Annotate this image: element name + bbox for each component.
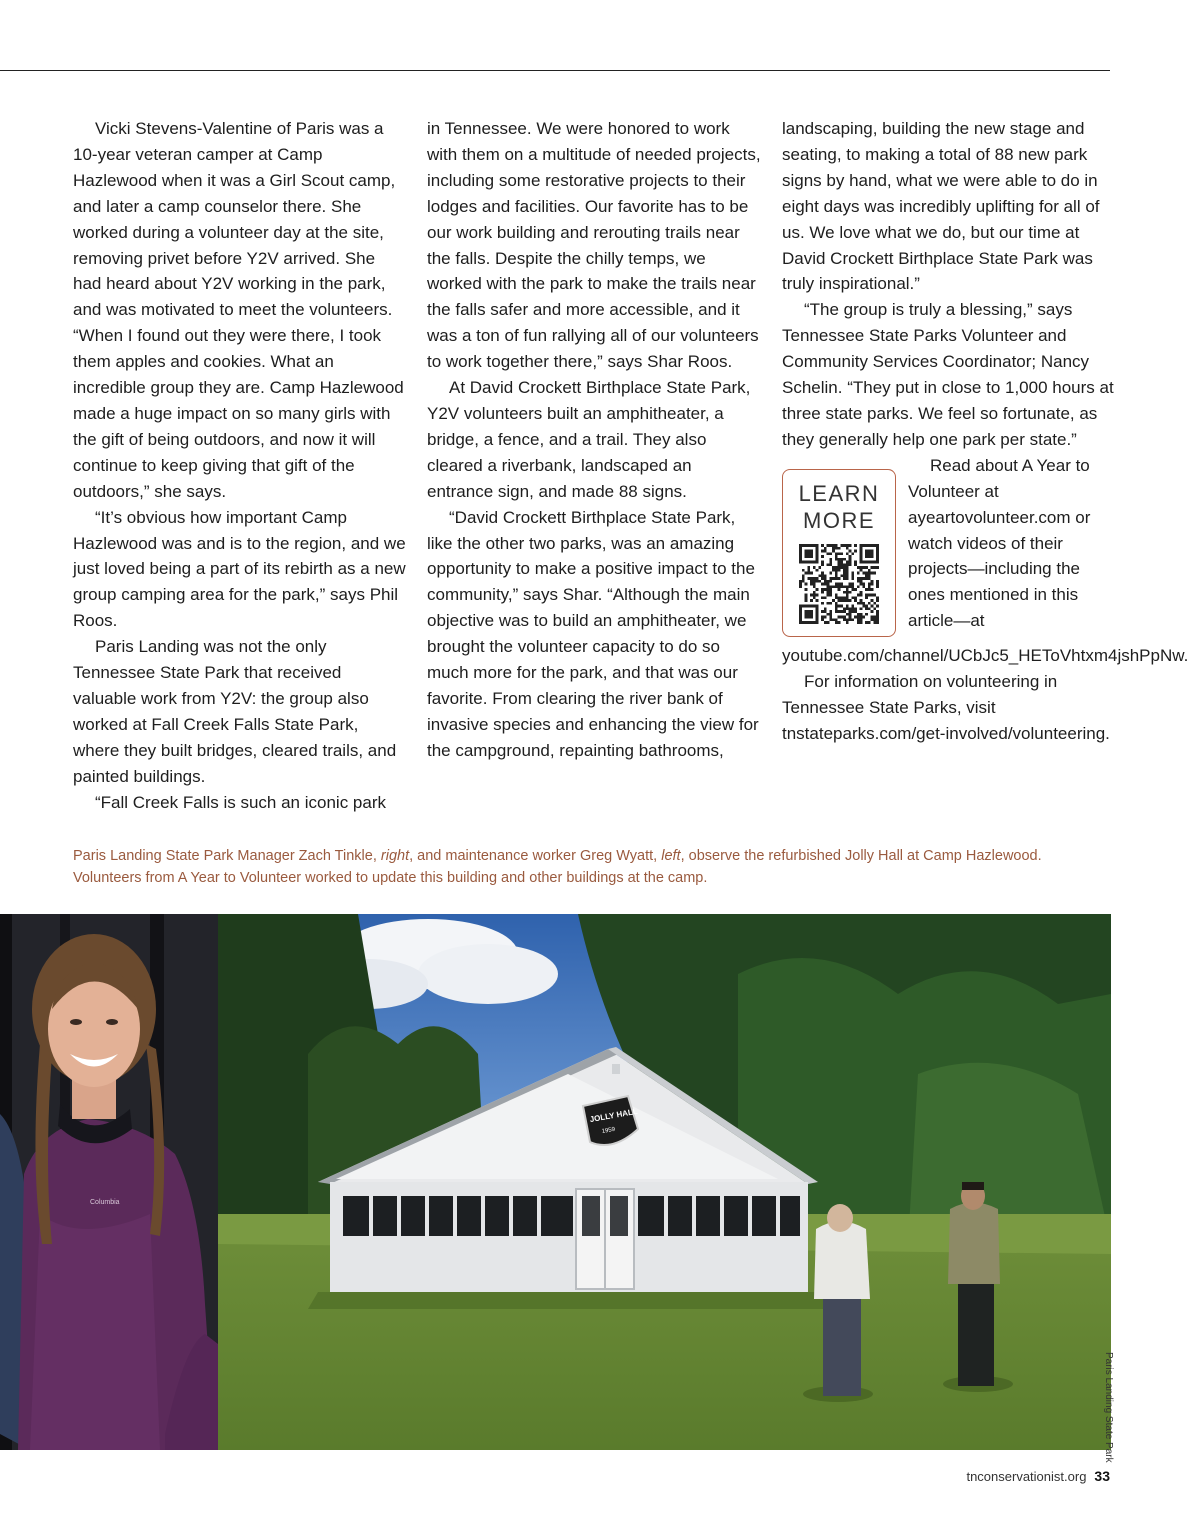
page-number: 33 bbox=[1094, 1468, 1110, 1484]
paragraph: “It’s obvious how important Camp Hazlewood was and is to the region, and we just loved being a part of its rebirth as a new group camping area for the park,” says Phil Roos. bbox=[73, 507, 406, 631]
jolly-hall-illustration bbox=[218, 914, 1111, 1450]
photo-credit bbox=[1103, 1352, 1126, 1463]
photo-credit-text: Paris Landing State Park bbox=[1103, 1352, 1114, 1463]
paragraph: “The group is truly a blessing,” says Tennessee State Parks Volunteer and Community Services Coordinator; Nancy Schelin. “They put in close to 1,000 hours at three state parks. We feel so fortunate, as they generally help one park per state.” bbox=[782, 300, 1114, 449]
paragraph: in Tennessee. We were honored to work with them on a multitude of needed projects, including some restorative projects to their lodges and facilities. Our favorite has to be our work building and rerouting trails near the falls. Despite the chilly temps, we worked with the park to make the trails near the falls safer and more accessible, and it was a ton of fun rallying all of our volunteers to work together there,” says Shar Roos. bbox=[427, 119, 761, 372]
caption-text: , observe the refurbished Jolly Hall at Camp Hazlewood. bbox=[680, 848, 1042, 864]
photo-strip bbox=[0, 914, 1111, 1450]
article-column-1 bbox=[73, 116, 408, 815]
top-rule bbox=[0, 70, 1110, 71]
photo-caption bbox=[73, 845, 1113, 889]
woman-portrait-photo bbox=[0, 914, 218, 1450]
caption-italic: right bbox=[380, 848, 410, 864]
svg-text:Columbia: Columbia bbox=[90, 1199, 120, 1206]
jolly-hall-photo bbox=[218, 914, 1111, 1450]
sign-year: 1959 bbox=[601, 1126, 616, 1136]
caption-text: Paris Landing State Park Manager Zach Tinkle, bbox=[73, 848, 381, 864]
paragraph: landscaping, building the new stage and seating, to making a total of 88 new park signs by hand, what we were able to do in eight days was incredibly uplifting for all of us. We love what we do, but our time at David Crockett Birthplace State Park was truly inspirational.” bbox=[782, 119, 1100, 294]
learn-more-label: MORE bbox=[803, 507, 875, 533]
footer-site[interactable]: tnconservationist.org bbox=[966, 1469, 1087, 1484]
article-column-3 bbox=[782, 116, 1189, 746]
page-footer bbox=[966, 1468, 1110, 1484]
paragraph: At David Crockett Birthplace State Park, Y2V volunteers built an amphitheater, a bridge, a fence, and a trail. They also cleared a riverbank, landscaped an entrance sign, and made 88 signs. bbox=[427, 378, 751, 501]
paragraph: For information on volunteering in Tennessee State Parks, visit tnstateparks.com/get-involved/volunteering. bbox=[782, 671, 1110, 743]
caption-text: , and maintenance worker Greg Wyatt, bbox=[409, 848, 662, 864]
paragraph: Paris Landing was not the only Tennessee State Park that received valuable work from Y2V: the group also worked at Fall Creek Falls State Park, where they built bridges, cleared trails, and painted buildings. bbox=[73, 637, 397, 786]
article-column-2 bbox=[427, 116, 762, 764]
learn-more-box[interactable] bbox=[782, 469, 896, 637]
paragraph: “Fall Creek Falls is such an iconic park bbox=[95, 792, 386, 812]
caption-italic: left bbox=[661, 848, 681, 864]
paragraph: Read about A Year to Volunteer at ayeartovolunteer.com or watch videos of their projects—including the ones mentioned in this article—at youtube.com/channel/UCbJc5_HEToVhtxm4jshPpNw. bbox=[782, 455, 1189, 665]
caption-line-2: Volunteers from A Year to Volunteer worked to update this building and other buildings at the camp. bbox=[73, 870, 708, 886]
sign-name: JOLLY HALL bbox=[589, 1106, 639, 1125]
paragraph: “David Crockett Birthplace State Park, like the other two parks, was an amazing opportunity to make a positive impact to the community,” says Shar. “Although the main objective was to build an amphitheater, we brought the volunteer capacity to do so much more for the park, and that was our favorite. From clearing the river bank of invasive species and enhancing the view for the campground, repainting bathrooms, bbox=[427, 507, 759, 760]
qr-code-icon[interactable] bbox=[799, 544, 879, 624]
caption-line-1 bbox=[73, 845, 1113, 867]
woman-portrait-illustration bbox=[0, 914, 218, 1450]
paragraph: Vicki Stevens-Valentine of Paris was a 10-year veteran camper at Camp Hazlewood when it was a Girl Scout camp, and later a camp counselor there. She worked during a volunteer day at the site, removing privet before Y2V arrived. She had heard about Y2V working in the park, and was motivated to meet the volunteers. “When I found out they were there, I took them apples and cookies. What an incredible group they are. Camp Hazlewood made a huge impact on so many girls with the gift of being outdoors, and now it will continue to keep giving that gift of the outdoors,” she says. bbox=[73, 119, 404, 501]
learn-more-label: LEARN bbox=[798, 480, 880, 506]
